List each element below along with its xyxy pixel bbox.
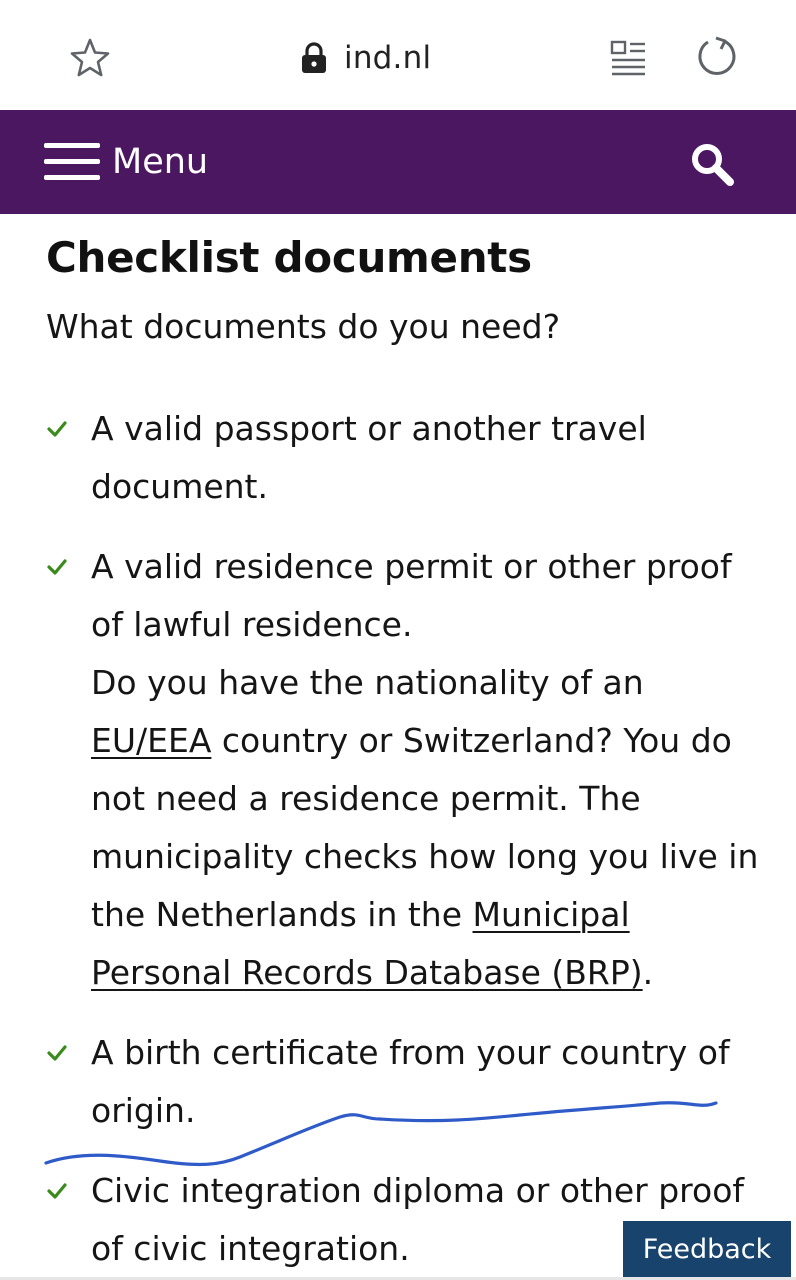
checklist-item: [46, 538, 766, 1002]
hamburger-icon: [44, 140, 102, 184]
document-checklist: [46, 400, 766, 1280]
checklist-item: [46, 400, 766, 516]
url-text: ind.nl: [344, 40, 432, 76]
residence-note: [91, 654, 766, 1002]
note-text: .: [642, 953, 654, 992]
lock-icon: [300, 42, 328, 74]
checkmark-icon: [46, 1042, 68, 1064]
checklist-item-text: A valid passport or another travel document.: [91, 409, 647, 506]
menu-button[interactable]: [44, 138, 208, 186]
brp-link[interactable]: Municipal Personal Records Database (BRP): [91, 895, 643, 992]
reader-mode-icon[interactable]: [608, 38, 648, 78]
checkmark-icon: [46, 556, 68, 578]
checklist-item-text: A birth certificate from your country of origin.: [91, 1033, 730, 1130]
menu-label: Menu: [112, 142, 209, 182]
url-field[interactable]: [300, 36, 431, 80]
feedback-button[interactable]: Feedback: [623, 1221, 791, 1278]
checklist-item-text: A valid residence permit or other proof of lawful residence.: [91, 547, 732, 644]
page-title: Checklist documents: [46, 233, 532, 282]
main-content: [46, 228, 766, 352]
note-text: country or Switzerland? You do not need a residence permit. The municipality checks how long you live in the Netherlands in the: [91, 721, 759, 934]
browser-address-bar: [0, 0, 796, 110]
checkmark-icon: [46, 418, 68, 440]
site-header: [0, 110, 796, 214]
star-icon[interactable]: [68, 36, 112, 80]
note-text: Do you have the nationality of an: [91, 663, 644, 702]
checkmark-icon: [46, 1180, 68, 1202]
eu-eea-link[interactable]: EU/EEA: [91, 721, 212, 760]
checklist-item: [46, 1024, 766, 1140]
page-subtitle: What documents do you need?: [46, 307, 561, 346]
search-icon[interactable]: [688, 140, 736, 188]
checklist-item-text: Civic integration diploma or other proof of civic integration.: [91, 1171, 745, 1268]
reload-icon[interactable]: [694, 34, 740, 80]
